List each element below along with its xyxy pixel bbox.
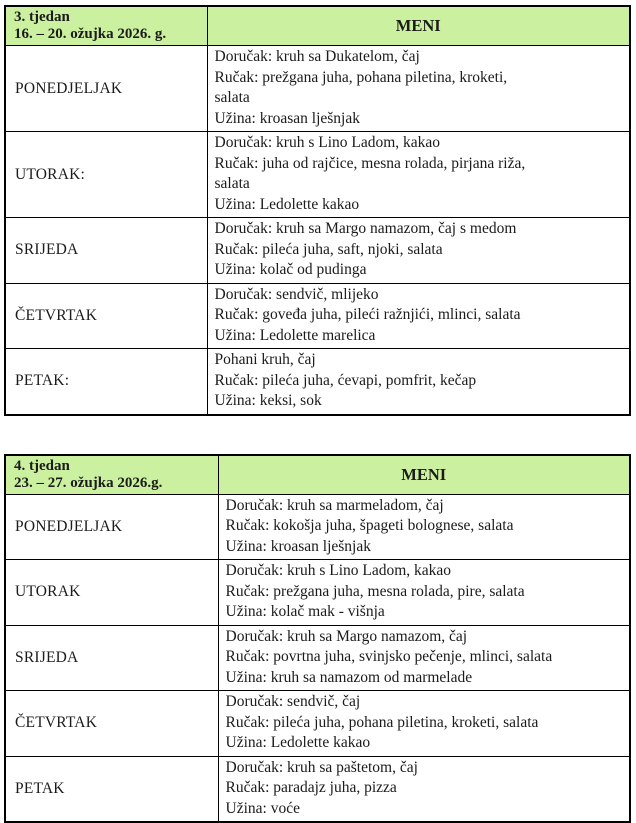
menu-cell (218, 494, 630, 560)
table-row (5, 494, 630, 560)
menu-line: Užina: Ledolette kakao (215, 195, 626, 216)
day-label: UTORAK: (5, 132, 207, 218)
menu-line: Ručak: juha od rajčice, mesna rolada, pirjana riža, (215, 154, 626, 175)
menu-line: Doručak: sendvič, čaj (226, 692, 626, 713)
table-row (5, 46, 630, 132)
header-row (5, 6, 630, 46)
week-number: 4. tjedan (14, 458, 214, 475)
week-dates: 23. – 27. ožujka 2026.g. (14, 475, 214, 492)
menu-line: Ručak: prežgana juha, mesna rolada, pire, salata (226, 582, 626, 603)
day-label: ČETVRTAK (5, 691, 218, 757)
menu-table-week-3 (4, 5, 631, 416)
menu-cell (207, 283, 630, 349)
table-gap (4, 416, 636, 454)
menu-line: Ručak: pileća juha, pohana piletina, kroketi, salata (226, 713, 626, 734)
week-header-cell (5, 455, 218, 495)
menu-cell (218, 625, 630, 691)
menu-line: Doručak: kruh s Lino Ladom, kakao (215, 133, 626, 154)
menu-line: Doručak: kruh s Lino Ladom, kakao (226, 561, 626, 582)
menu-line: Doručak: kruh sa Margo namazom, čaj s medom (215, 219, 626, 240)
day-label: SRIJEDA (5, 218, 207, 284)
day-label: SRIJEDA (5, 625, 218, 691)
menu-line: Ručak: kokošja juha, špageti bolognese, salata (226, 516, 626, 537)
menu-line: Doručak: kruh sa Dukatelom, čaj (215, 47, 626, 68)
menu-table-week-4 (4, 454, 631, 823)
menu-cell (218, 756, 630, 822)
menu-line: Ručak: povrtna juha, svinjsko pečenje, mlinci, salata (226, 647, 626, 668)
menu-cell (207, 349, 630, 415)
menu-header-cell: MENI (218, 455, 630, 495)
menu-line: Užina: kolač mak - višnja (226, 602, 626, 623)
menu-cell (207, 218, 630, 284)
menu-line: Užina: kroasan lješnjak (215, 109, 626, 130)
table-row (5, 132, 630, 218)
menu-line: Doručak: kruh sa marmeladom, čaj (226, 496, 626, 517)
week-number: 3. tjedan (14, 9, 203, 26)
day-label: PETAK (5, 756, 218, 822)
menu-line: Ručak: goveđa juha, pileći ražnjići, mlinci, salata (215, 305, 626, 326)
menu-cell (218, 560, 630, 626)
menu-line: Užina: Ledolette kakao (226, 733, 626, 754)
day-label: PETAK: (5, 349, 207, 415)
table-row (5, 560, 630, 626)
menu-line: Užina: kruh sa namazom od marmelade (226, 668, 626, 689)
menu-line: Užina: voće (226, 799, 626, 820)
menu-line: Užina: kroasan lješnjak (226, 537, 626, 558)
menu-line: Užina: kolač od pudinga (215, 260, 626, 281)
menu-line: salata (215, 88, 626, 109)
menu-line: Ručak: pileća juha, ćevapi, pomfrit, kečap (215, 371, 626, 392)
header-row (5, 455, 630, 495)
table-row (5, 349, 630, 415)
week-dates: 16. – 20. ožujka 2026. g. (14, 26, 203, 43)
table-row (5, 283, 630, 349)
table-row (5, 218, 630, 284)
menu-cell (218, 691, 630, 757)
menu-cell (207, 46, 630, 132)
table-row (5, 691, 630, 757)
menu-header-cell: MENI (207, 6, 630, 46)
day-label: PONEDJELJAK (5, 46, 207, 132)
week-header-cell (5, 6, 207, 46)
table-row (5, 625, 630, 691)
menu-line: Doručak: kruh sa paštetom, čaj (226, 758, 626, 779)
menu-cell (207, 132, 630, 218)
day-label: PONEDJELJAK (5, 494, 218, 560)
menu-line: Ručak: prežgana juha, pohana piletina, kroketi, (215, 68, 626, 89)
day-label: ČETVRTAK (5, 283, 207, 349)
menu-line: Ručak: pileća juha, saft, njoki, salata (215, 240, 626, 261)
menu-line: Pohani kruh, čaj (215, 350, 626, 371)
table-row (5, 756, 630, 822)
day-label: UTORAK (5, 560, 218, 626)
menu-line: Užina: Ledolette marelica (215, 326, 626, 347)
menu-line: Doručak: kruh sa Margo namazom, čaj (226, 627, 626, 648)
menu-line: Ručak: paradajz juha, pizza (226, 778, 626, 799)
menu-line: Doručak: sendvič, mlijeko (215, 285, 626, 306)
menu-line: salata (215, 174, 626, 195)
menu-line: Užina: keksi, sok (215, 391, 626, 412)
